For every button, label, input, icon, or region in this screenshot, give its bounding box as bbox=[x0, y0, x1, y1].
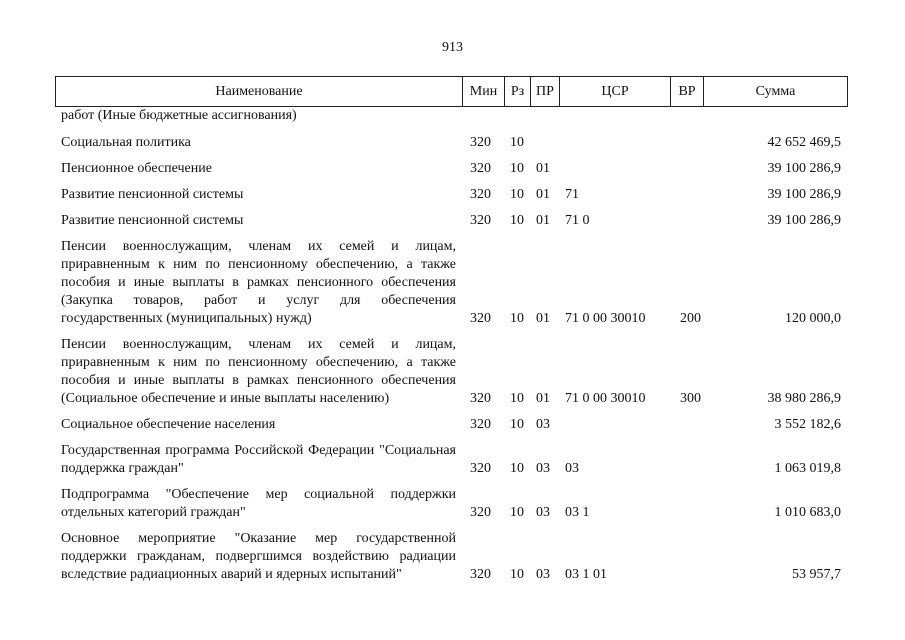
cell-name: Пенсии военнослужащим, членам их семей и лицам, приравненным к ним по пенсионному обеспечению, а также пособия и иные выплаты в рамках пенсионного обеспечения (Социальное обеспечение и иные выплаты населению) bbox=[61, 337, 456, 406]
cell-pr: 03 bbox=[536, 505, 550, 520]
header-vr: ВР bbox=[671, 77, 704, 107]
cell-csr: 03 1 01 bbox=[565, 567, 607, 582]
cell-name: Социальная политика bbox=[61, 135, 191, 150]
cell-min: 320 bbox=[470, 213, 491, 228]
cell-rz: 10 bbox=[510, 213, 524, 228]
cell-min: 320 bbox=[470, 505, 491, 520]
cell-vr bbox=[670, 208, 703, 234]
cell-pr bbox=[530, 130, 559, 156]
cell-rz: 10 bbox=[510, 461, 524, 476]
table-header bbox=[55, 76, 848, 107]
cell-sum: 1 010 683,0 bbox=[774, 505, 841, 520]
cell-sum: 39 100 286,9 bbox=[767, 161, 841, 176]
cell-pr: 03 bbox=[536, 417, 550, 432]
continuation-text: работ (Иные бюджетные ассигнования) bbox=[61, 108, 297, 123]
cell-sum: 53 957,7 bbox=[792, 567, 841, 582]
header-pr: ПР bbox=[531, 77, 560, 107]
cell-name: Социальное обеспечение населения bbox=[61, 417, 276, 432]
cell-csr bbox=[559, 412, 670, 438]
table-row bbox=[55, 182, 847, 208]
cell-pr: 01 bbox=[536, 187, 550, 202]
header-sum: Сумма bbox=[704, 77, 848, 107]
cell-rz: 10 bbox=[510, 505, 524, 520]
cell-vr: 200 bbox=[680, 311, 701, 326]
cell-name: Основное мероприятие "Оказание мер государственной поддержки гражданам, подвергшимся воздействию радиации вследствие радиационных аварий и ядерных испытаний" bbox=[61, 531, 456, 582]
cell-sum: 3 552 182,6 bbox=[774, 417, 841, 432]
cell-csr: 03 bbox=[565, 461, 579, 476]
budget-table bbox=[55, 130, 847, 588]
cell-min: 320 bbox=[470, 311, 491, 326]
cell-sum: 1 063 019,8 bbox=[774, 461, 841, 476]
cell-rz: 10 bbox=[510, 135, 524, 150]
cell-rz: 10 bbox=[510, 161, 524, 176]
header-name: Наименование bbox=[56, 77, 463, 107]
cell-csr: 03 1 bbox=[565, 505, 590, 520]
cell-pr: 01 bbox=[536, 213, 550, 228]
cell-rz: 10 bbox=[510, 567, 524, 582]
table-row bbox=[55, 332, 847, 412]
cell-csr: 71 0 bbox=[565, 213, 590, 228]
cell-min: 320 bbox=[470, 461, 491, 476]
cell-pr: 01 bbox=[536, 311, 550, 326]
cell-csr: 71 bbox=[565, 187, 579, 202]
table-row bbox=[55, 156, 847, 182]
cell-csr: 71 0 00 30010 bbox=[565, 311, 646, 326]
cell-min: 320 bbox=[470, 187, 491, 202]
cell-min: 320 bbox=[470, 567, 491, 582]
cell-min: 320 bbox=[470, 417, 491, 432]
cell-pr: 01 bbox=[536, 391, 550, 406]
cell-min: 320 bbox=[470, 135, 491, 150]
header-min: Мин bbox=[463, 77, 505, 107]
page-number: 913 bbox=[442, 40, 463, 55]
cell-sum: 120 000,0 bbox=[785, 311, 841, 326]
cell-csr bbox=[559, 156, 670, 182]
cell-pr: 03 bbox=[536, 461, 550, 476]
cell-vr bbox=[670, 156, 703, 182]
cell-rz: 10 bbox=[510, 311, 524, 326]
cell-rz: 10 bbox=[510, 391, 524, 406]
cell-min: 320 bbox=[470, 161, 491, 176]
cell-name: Пенсии военнослужащим, членам их семей и лицам, приравненным к ним по пенсионному обеспечению, а также пособия и иные выплаты в рамках пенсионного обеспечения (Закупка товаров, работ и услуг для обеспечения государственных (муниципальных) нужд) bbox=[61, 239, 456, 326]
cell-sum: 38 980 286,9 bbox=[767, 391, 841, 406]
cell-name: Государственная программа Российской Федерации "Социальная поддержка граждан" bbox=[61, 443, 456, 476]
header-csr: ЦСР bbox=[560, 77, 671, 107]
table-row bbox=[55, 526, 847, 588]
cell-vr bbox=[670, 182, 703, 208]
cell-name: Развитие пенсионной системы bbox=[61, 213, 244, 228]
cell-vr bbox=[670, 526, 703, 588]
cell-vr bbox=[670, 438, 703, 482]
cell-rz: 10 bbox=[510, 187, 524, 202]
cell-sum: 39 100 286,9 bbox=[767, 187, 841, 202]
cell-name: Пенсионное обеспечение bbox=[61, 161, 212, 176]
cell-min: 320 bbox=[470, 391, 491, 406]
cell-vr: 300 bbox=[680, 391, 701, 406]
cell-sum: 39 100 286,9 bbox=[767, 213, 841, 228]
cell-csr bbox=[559, 130, 670, 156]
cell-pr: 01 bbox=[536, 161, 550, 176]
table-row bbox=[55, 130, 847, 156]
table-row bbox=[55, 208, 847, 234]
table-row bbox=[55, 482, 847, 526]
table-row bbox=[55, 412, 847, 438]
cell-vr bbox=[670, 412, 703, 438]
table-row bbox=[55, 234, 847, 332]
cell-name: Подпрограмма "Обеспечение мер социальной поддержки отдельных категорий граждан" bbox=[61, 487, 456, 520]
cell-vr bbox=[670, 482, 703, 526]
cell-name: Развитие пенсионной системы bbox=[61, 187, 244, 202]
cell-rz: 10 bbox=[510, 417, 524, 432]
cell-sum: 42 652 469,5 bbox=[767, 135, 841, 150]
cell-vr bbox=[670, 130, 703, 156]
cell-csr: 71 0 00 30010 bbox=[565, 391, 646, 406]
table-row bbox=[55, 438, 847, 482]
header-rz: Рз bbox=[505, 77, 531, 107]
cell-pr: 03 bbox=[536, 567, 550, 582]
